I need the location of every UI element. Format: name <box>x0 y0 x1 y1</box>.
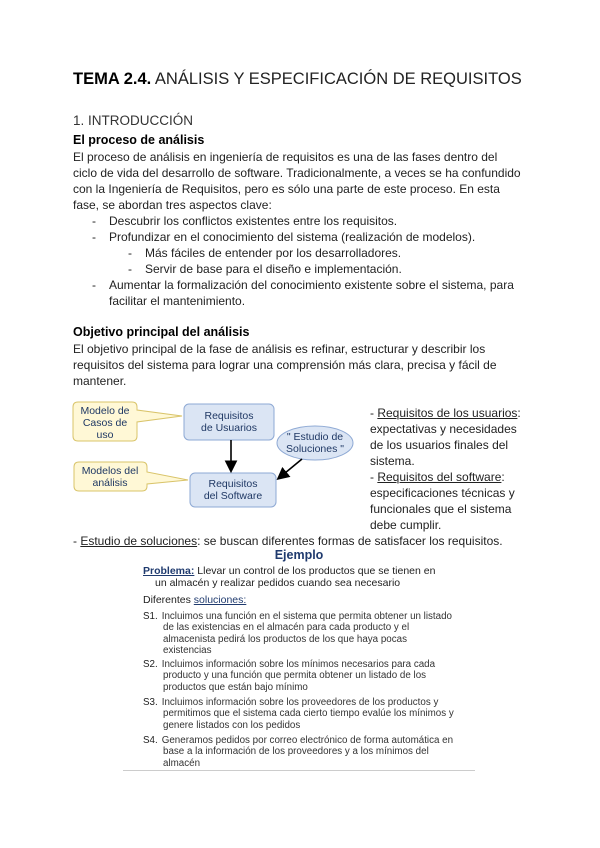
box-text: Requisitos <box>208 478 258 490</box>
ellipse-text: " Estudio de <box>286 431 344 443</box>
callout-text: Modelos del <box>81 465 139 477</box>
page-title: TEMA 2.4. ANÁLISIS Y ESPECIFICACIÓN DE REQUISITOS <box>73 70 522 88</box>
box-text: Requisitos <box>204 410 254 422</box>
ellipse-text: Soluciones " <box>285 443 345 455</box>
sub-bullet-dash: - <box>128 246 132 260</box>
solution-s1: S1. Incluimos una función en el sistema que permita obtener un listado de las existencias en el almacén para cada producto y el almacenista pedirá los productos de los que haya pocas existencias <box>143 611 453 657</box>
callout-casos-de-uso <box>73 402 182 441</box>
box-requisitos-usuarios <box>184 404 274 440</box>
definition-software: - Requisitos del software: especificaciones técnicas y funcionales que el sistema debe cumplir. <box>370 470 515 532</box>
ellipse-estudio-soluciones <box>277 426 353 460</box>
term-usuarios: Requisitos de los usuarios <box>377 406 518 420</box>
analysis-diagram <box>70 398 365 518</box>
callout-modelos-analisis <box>74 462 188 491</box>
bullet-item-cont: facilitar el mantenimiento. <box>109 294 246 308</box>
paragraph-objetivo: El objetivo principal de la fase de análisis es refinar, estructurar y describir los requisitos del sistema para lograr una comprensión más clara, precisa y fácil de mantener. <box>73 342 497 388</box>
callout-text: Modelo de <box>80 405 130 417</box>
bullet-item: Profundizar en el conocimiento del sistema (realización de modelos). <box>109 230 476 244</box>
problem-statement: Problema: Llevar un control de los productos que se tienen en <box>143 565 436 577</box>
solution-s3: S3. Incluimos información sobre los proveedores de los productos y permitimos que el sistema cada cierto tiempo evalúe los mínimos y genere listados con los pedidos <box>143 697 454 731</box>
paragraph-proceso: El proceso de análisis en ingeniería de requisitos es una de las fases dentro del ciclo de vida del desarrollo de software. Tradicionalmente, a veces se ha confundido con la Ingeniería de Requisitos, pero es sólo una parte de este proceso. En esta fase, se abordan tres aspectos clave: <box>73 150 521 212</box>
definition-usuarios: - Requisitos de los usuarios: expectativas y necesidades de los usuarios finales del sistema. <box>370 406 521 468</box>
solution-s2: S2. Incluimos información sobre los mínimos necesarios para cada producto y una función que permita obtener un listado de los productos que están bajo mínimo <box>143 659 436 693</box>
sub-bullet-item: Más fáciles de entender por los desarrolladores. <box>145 246 402 260</box>
subheading-objetivo: Objetivo principal del análisis <box>73 325 250 339</box>
example-figure <box>123 548 475 771</box>
box-text: de Usuarios <box>200 422 258 434</box>
solution-s4: S4. Generamos pedidos por correo electrónico de forma automática en base a la información de los proveedores y a los mínimos del almacén <box>143 735 454 769</box>
callout-text: Casos de <box>82 417 128 429</box>
bullet-dash: - <box>92 214 96 228</box>
term-software: Requisitos del software <box>377 470 502 484</box>
bullet-item: Descubrir los conflictos existentes entre los requisitos. <box>109 214 398 228</box>
callout-text: uso <box>96 429 114 441</box>
arrow-diagonal <box>279 459 302 478</box>
callout-text: análisis <box>92 477 128 489</box>
box-requisitos-software <box>190 473 276 507</box>
example-title: Ejemplo <box>274 548 324 562</box>
section-heading: 1. INTRODUCCIÓN <box>73 113 194 128</box>
bullet-dash: - <box>92 230 96 244</box>
solutions-heading: Diferentes soluciones: <box>143 594 247 606</box>
sub-bullet-item: Servir de base para el diseño e implementación. <box>145 262 402 276</box>
bullet-item: Aumentar la formalización del conocimiento existente sobre el sistema, para <box>109 278 514 292</box>
bullet-dash: - <box>92 278 96 292</box>
box-text: del Software <box>203 490 263 502</box>
sub-bullet-dash: - <box>128 262 132 276</box>
subheading-proceso: El proceso de análisis <box>73 133 205 147</box>
problem-statement-cont: un almacén y realizar pedidos cuando sea necesario <box>155 577 401 589</box>
estudio-soluciones-line: - Estudio de soluciones: se buscan diferentes formas de satisfacer los requisitos. <box>73 534 503 548</box>
